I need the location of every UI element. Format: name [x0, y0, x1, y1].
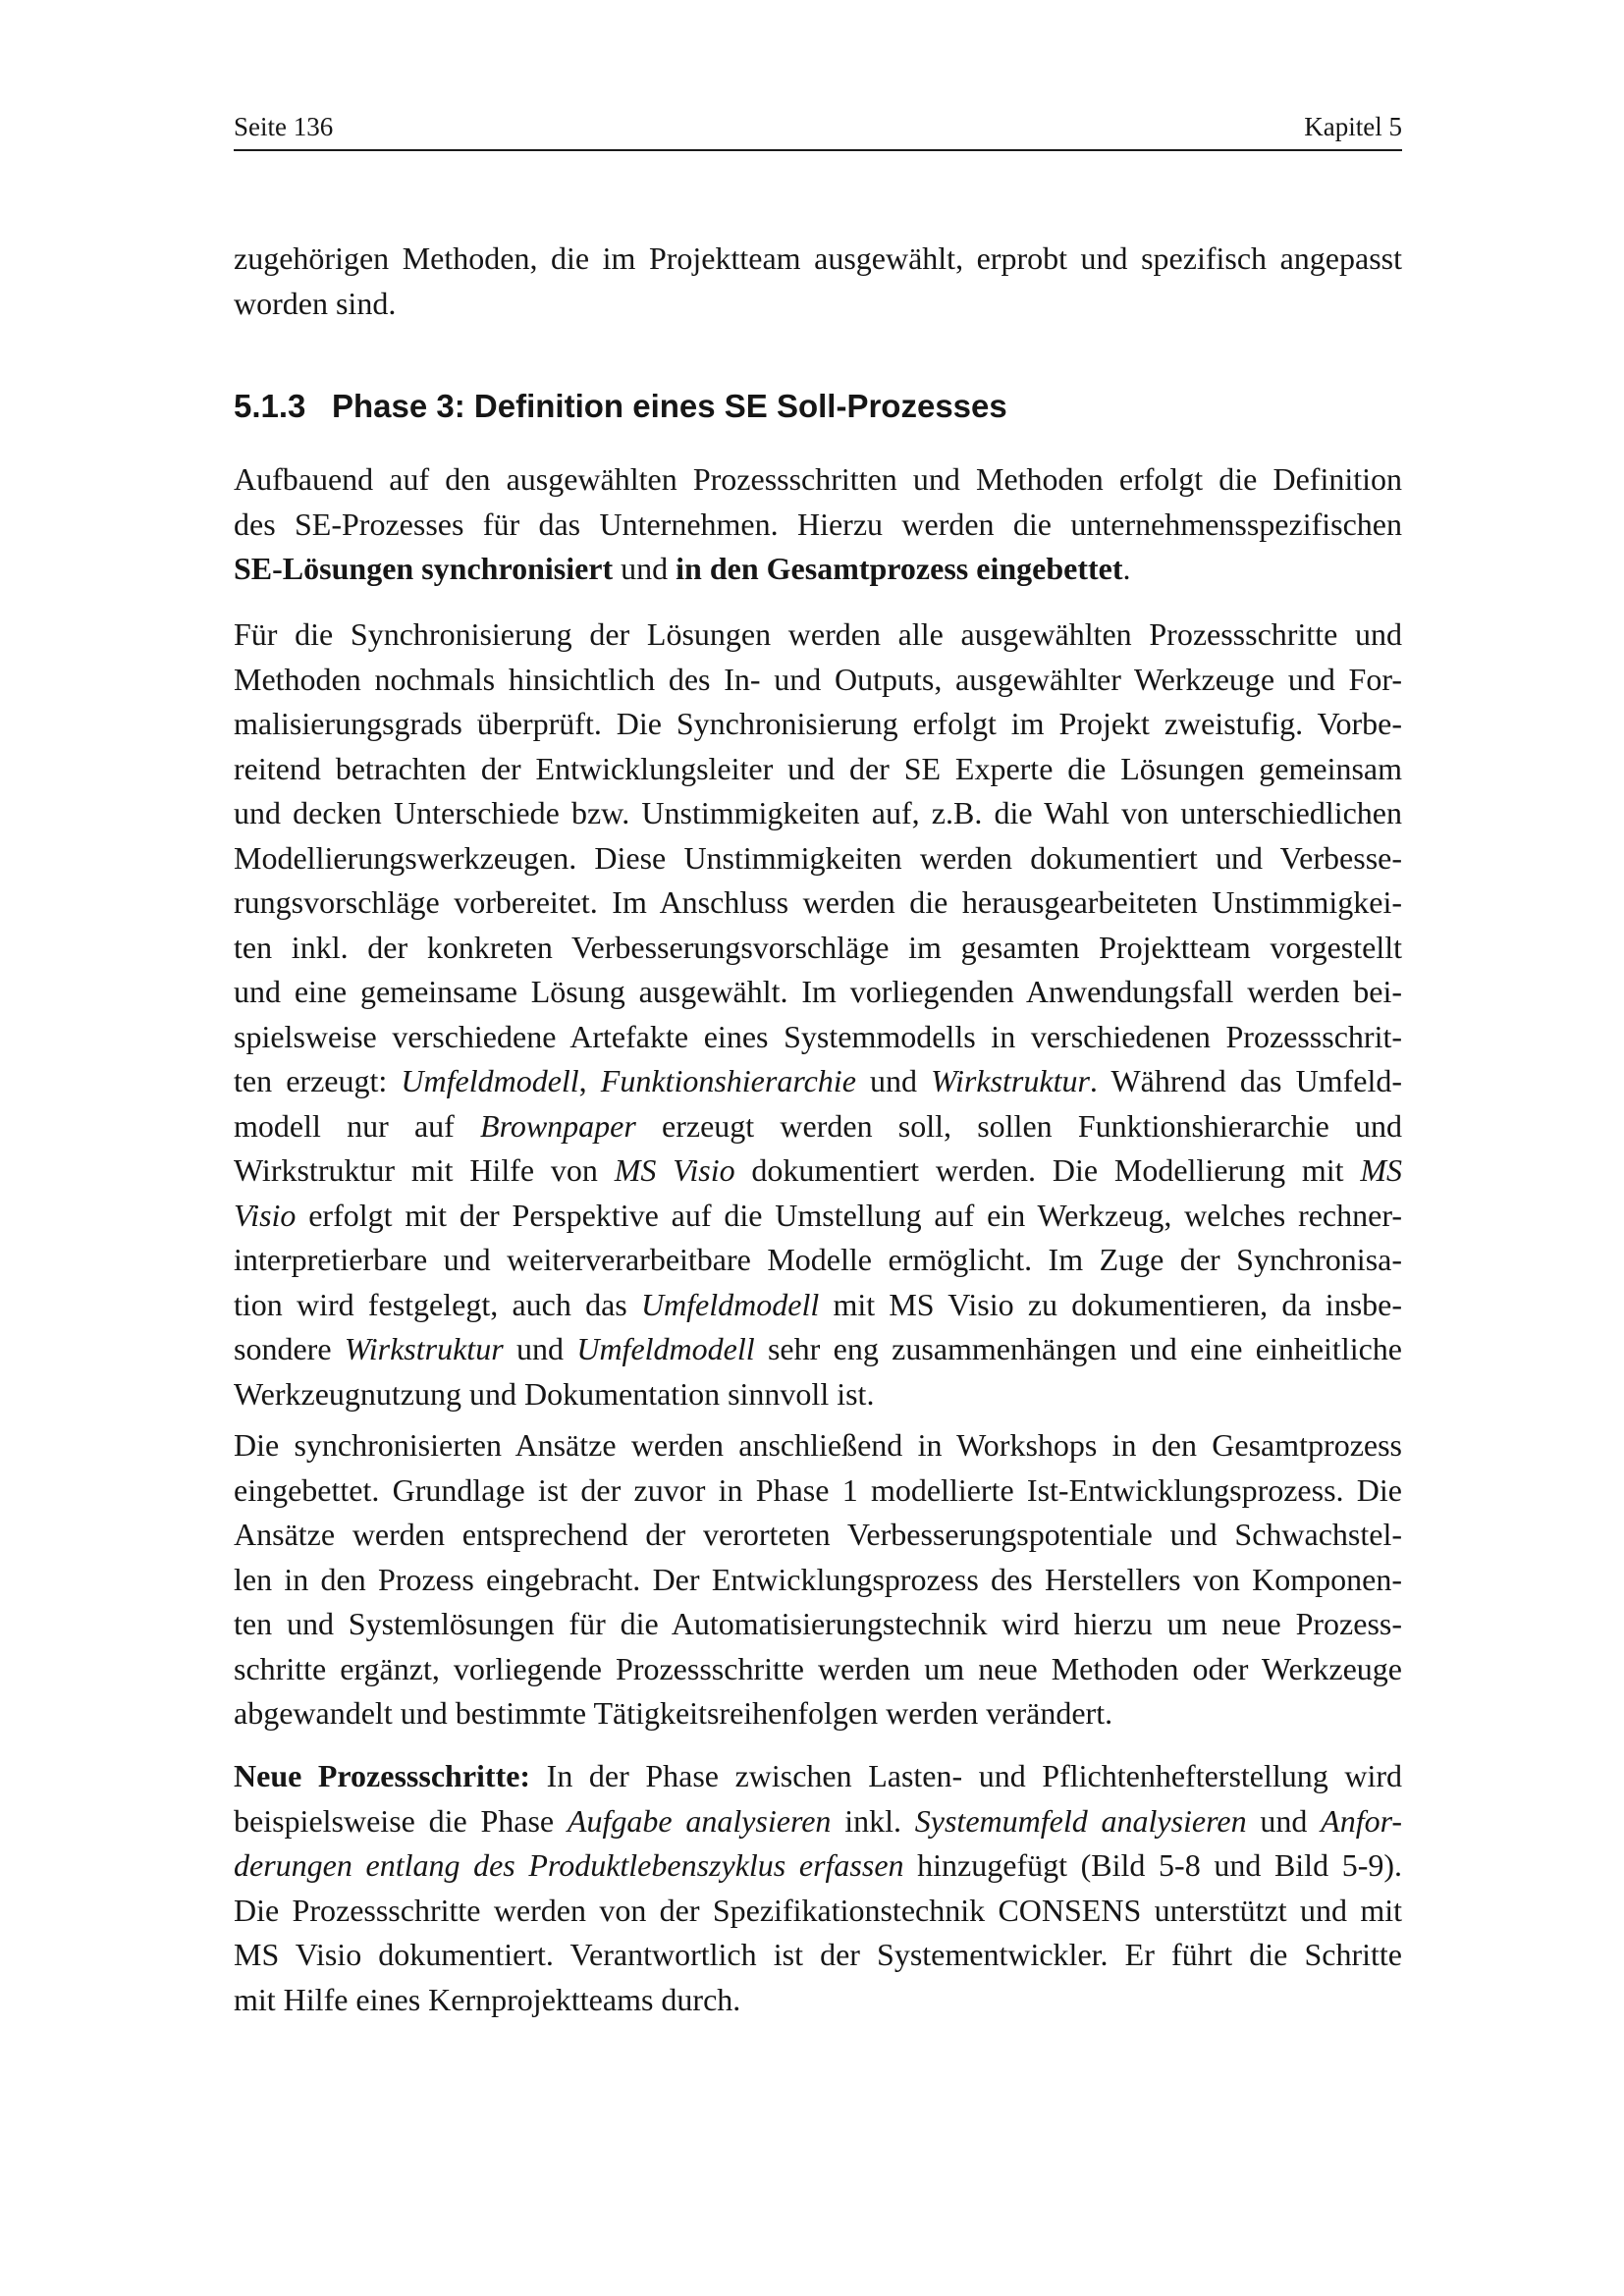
page-number: Seite 136: [234, 112, 334, 141]
text-line: Visio erfolgt mit der Perspektive auf die Umstellung auf ein Werkzeug, welches rechner-: [234, 1197, 1402, 1233]
text-line: SE-Lösungen synchronisiert und in den Gesamtprozess eingebettet.: [234, 551, 1131, 586]
italic-term: derungen entlang des Produktlebenszyklus erfassen: [234, 1847, 904, 1883]
italic-term: Wirkstruktur: [931, 1063, 1090, 1098]
text-line: modell nur auf Brownpaper erzeugt werden soll, sollen Funktionshierarchie und: [234, 1107, 1403, 1144]
italic-term: Funktionshierarchie: [600, 1063, 856, 1098]
chapter-label: Kapitel 5: [1304, 112, 1402, 141]
italic-term: MS: [1360, 1152, 1403, 1188]
text-line: malisierungsgrads überprüft. Die Synchronisierung erfolgt im Projekt zweistufig. Vorbe-: [234, 706, 1402, 741]
text-line: len in den Prozess eingebracht. Der Entwicklungsprozess des Herstellers von Komponen-: [234, 1561, 1402, 1597]
text-line: Für die Synchronisierung der Lösungen werden alle ausgewählten Prozessschritte und: [234, 616, 1402, 652]
text-line: Die Prozessschritte werden von der Spezifikationstechnik CONSENS unterstützt und mit: [234, 1892, 1402, 1928]
bold-phrase: in den Gesamtprozess eingebettet: [676, 551, 1123, 586]
section-heading: [234, 388, 1007, 425]
italic-term: Umfeldmodell: [401, 1063, 579, 1098]
paragraph-4: [234, 1754, 1402, 2022]
italic-term: Wirkstruktur: [344, 1331, 504, 1366]
text-line: rungsvorschläge vorbereitet. Im Anschluss werden die herausgearbeiteten Unstimmigkei-: [234, 884, 1402, 920]
text-line: abgewandelt und bestimmte Tätigkeitsreihenfolgen werden verändert.: [234, 1695, 1113, 1731]
text-line: Die synchronisierten Ansätze werden anschließend in Workshops in den Gesamtprozess: [234, 1427, 1402, 1463]
text-line: reitend betrachten der Entwicklungsleiter und der SE Experte die Lösungen gemeinsam: [234, 750, 1402, 786]
text-line: Ansätze werden entsprechend der verorteten Verbesserungspotentiale und Schwachstel-: [234, 1517, 1402, 1552]
text-line: zugehörigen Methoden, die im Projektteam ausgewählt, erprobt und spezifisch angepasst: [234, 240, 1402, 276]
text-line: Methoden nochmals hinsichtlich des In- und Outputs, ausgewählter Werkzeuge und For-: [234, 661, 1402, 697]
paragraph-2: [234, 613, 1402, 1416]
italic-term: Visio: [234, 1197, 297, 1233]
text-line: Wirkstruktur mit Hilfe von MS Visio dokumentiert werden. Die Modellierung mit MS: [234, 1152, 1403, 1188]
text-line: beispielsweise die Phase Aufgabe analysieren inkl. Systemumfeld analysieren und Anfor-: [234, 1802, 1403, 1839]
italic-term: Aufgabe analysieren: [567, 1802, 832, 1839]
text-line: und eine gemeinsame Lösung ausgewählt. Im vorliegenden Anwendungsfall werden bei-: [234, 974, 1402, 1009]
text-line: tion wird festgelegt, auch das Umfeldmodell mit MS Visio zu dokumentieren, da insbe-: [234, 1286, 1403, 1322]
italic-term: Brownpaper: [480, 1107, 636, 1144]
italic-term: Umfeldmodell: [576, 1331, 755, 1366]
text-line: schritte ergänzt, vorliegende Prozessschritte werden um neue Methoden oder Werkzeuge: [234, 1650, 1402, 1686]
running-header: [234, 110, 1402, 151]
text-line: Modellierungswerkzeugen. Diese Unstimmigkeiten werden dokumentiert und Verbesse-: [234, 839, 1402, 876]
bold-phrase: Neue Prozessschritte:: [234, 1758, 531, 1793]
text-line: sondere Wirkstruktur und Umfeldmodell sehr eng zusammenhängen und eine einheitliche: [234, 1331, 1403, 1366]
italic-term: Umfeldmodell: [640, 1286, 820, 1322]
text-line: des SE-Prozesses für das Unternehmen. Hierzu werden die unternehmensspezifischen: [234, 506, 1402, 542]
intro-paragraph: [234, 237, 1402, 326]
text-line: ten inkl. der konkreten Verbesserungsvorschläge im gesamten Projektteam vorgestellt: [234, 929, 1402, 965]
italic-term: Anfor-: [1321, 1802, 1403, 1839]
text-line: Aufbauend auf den ausgewählten Prozessschritten und Methoden erfolgt die Definition: [234, 461, 1402, 497]
text-line: worden sind.: [234, 285, 397, 321]
text-line: eingebettet. Grundlage ist der zuvor in Phase 1 modellierte Ist-Entwicklungsprozess. Die: [234, 1471, 1402, 1508]
italic-term: MS Visio: [614, 1152, 735, 1188]
section-number: 5.1.3: [234, 388, 306, 424]
section-title: Phase 3: Definition eines SE Soll-Prozesses: [332, 388, 1007, 424]
text-line: spielsweise verschiedene Artefakte eines Systemmodells in verschiedenen Prozessschrit-: [234, 1018, 1402, 1054]
bold-phrase: SE-Lösungen synchronisiert: [234, 551, 614, 586]
text-line: ten erzeugt: Umfeldmodell, Funktionshierarchie und Wirkstruktur. Während das Umfeld-: [234, 1063, 1403, 1098]
paragraph-3: [234, 1423, 1402, 1736]
text-line: mit Hilfe eines Kernprojektteams durch.: [234, 1981, 741, 2017]
text-line: und decken Unterschiede bzw. Unstimmigkeiten auf, z.B. die Wahl von unterschiedlichen: [234, 795, 1402, 830]
text-line: Neue Prozessschritte: In der Phase zwischen Lasten- und Pflichtenhefterstellung wird: [234, 1758, 1403, 1793]
text-line: interpretierbare und weiterverarbeitbare Modelle ermöglicht. Im Zuge der Synchronisa-: [234, 1242, 1402, 1277]
text-line: Werkzeugnutzung und Dokumentation sinnvoll ist.: [234, 1375, 875, 1412]
text-line: MS Visio dokumentiert. Verantwortlich ist der Systementwickler. Er führt die Schritte: [234, 1937, 1402, 1972]
italic-term: Systemumfeld analysieren: [914, 1802, 1247, 1839]
text-line: ten und Systemlösungen für die Automatisierungstechnik wird hierzu um neue Prozess-: [234, 1606, 1402, 1641]
paragraph-1: [234, 457, 1402, 592]
text-line: derungen entlang des Produktlebenszyklus erfassen hinzugefügt (Bild 5-8 und Bild 5-9).: [234, 1847, 1403, 1883]
